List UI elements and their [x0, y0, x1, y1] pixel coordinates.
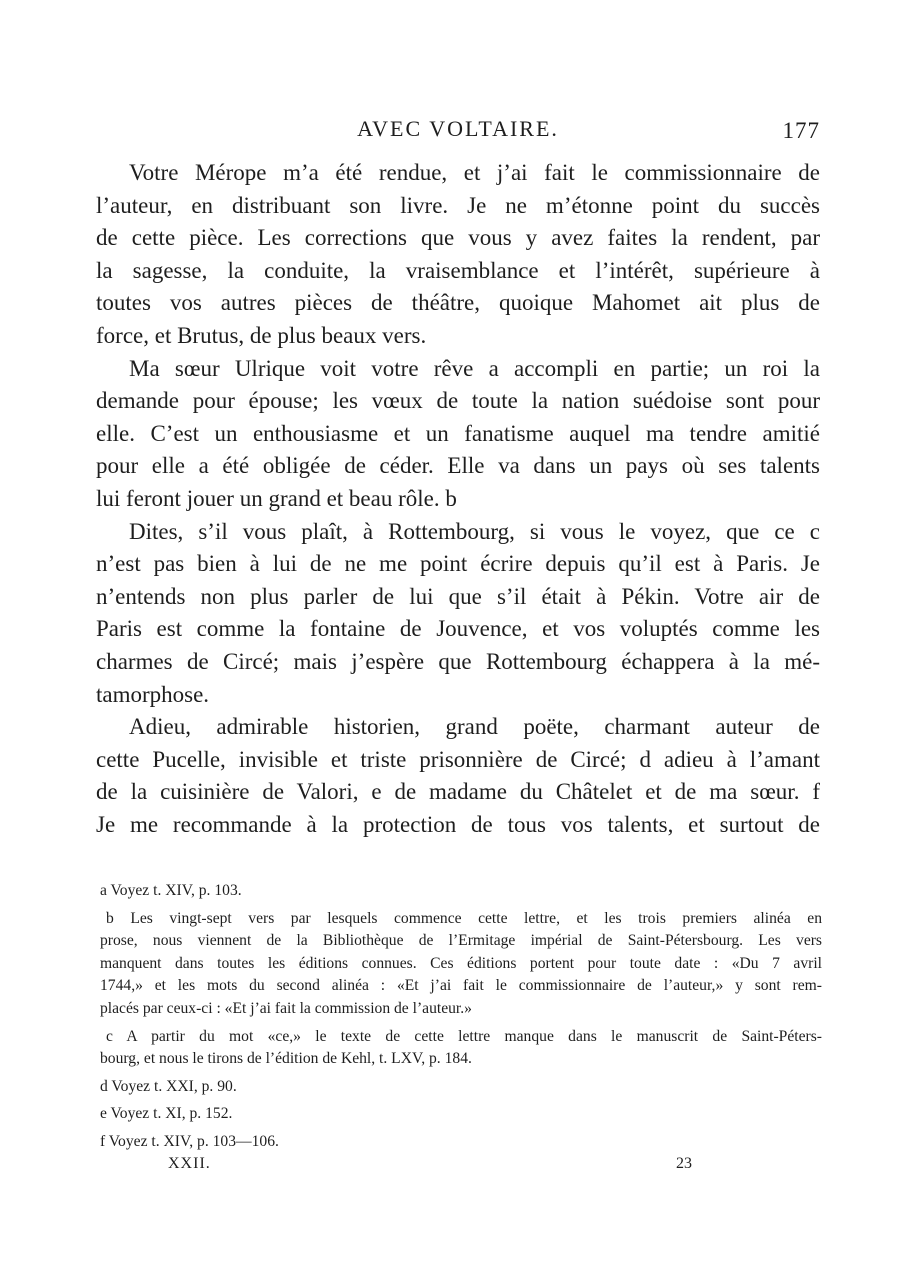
- text-line: n’est pas bien à lui de ne me point écrire depuis qu’il est à Paris. Je: [96, 551, 820, 577]
- footnote: [100, 1076, 822, 1099]
- page-number: 177: [782, 118, 820, 143]
- footnote-line: e Voyez t. XI, p. 152.: [100, 1105, 233, 1123]
- footnote: [100, 880, 822, 903]
- footnote: [100, 1026, 822, 1071]
- footnote-line: placés par ceux-ci : «Et j’ai fait la commission de l’auteur.»: [100, 999, 472, 1017]
- footnote-line: prose, nous viennent de la Bibliothèque de l’Ermitage impérial de Saint-Pétersbourg. Les vers: [100, 932, 822, 950]
- page-header: [96, 116, 820, 146]
- footnote: [100, 1131, 822, 1154]
- paragraph: [96, 711, 820, 841]
- footnote-line: f Voyez t. XIV, p. 103—106.: [100, 1132, 279, 1150]
- paragraph: [96, 157, 820, 353]
- text-line: l’auteur, en distribuant son livre. Je ne m’étonne point du succès: [96, 192, 820, 218]
- text-line: lui feront jouer un grand et beau rôle. b: [96, 485, 457, 511]
- text-line: Adieu, admirable historien, grand poëte, charmant auteur de: [129, 714, 820, 740]
- text-line: pour elle a été obligée de céder. Elle va dans un pays où ses talents: [96, 453, 820, 479]
- text-line: charmes de Circé; mais j’espère que Rottembourg échappera à la mé-: [96, 648, 820, 674]
- footnote: [100, 1103, 822, 1126]
- footnote-line: a Voyez t. XIV, p. 103.: [100, 882, 242, 899]
- footnote-line: manquent dans toutes les éditions connues. Ces éditions portent pour toute date : «Du 7 avril: [100, 954, 822, 972]
- text-line: Votre Mérope m’a été rendue, et j’ai fait le commissionnaire de: [129, 160, 820, 185]
- footnotes: [100, 880, 822, 1159]
- running-title: AVEC VOLTAIRE.: [357, 116, 559, 141]
- text-line: de cette pièce. Les corrections que vous y avez faites la rendent, par: [96, 225, 820, 251]
- text-line: n’entends non plus parler de lui que s’il était à Pékin. Votre air de: [96, 583, 820, 609]
- text-line: Ma sœur Ulrique voit votre rêve a accompli en partie; un roi la: [129, 355, 820, 381]
- letter-body: [96, 157, 820, 841]
- text-line: force, et Brutus, de plus beaux vers.: [96, 322, 427, 348]
- footnote-line: c A partir du mot «ce,» le texte de cette lettre manque dans le manuscrit de Saint-Péters-: [106, 1027, 822, 1045]
- sheet-signature: 23: [676, 1155, 692, 1172]
- text-line: Je me recommande à la protection de tous vos talents, et surtout de: [96, 811, 820, 837]
- footnote: [100, 908, 822, 1021]
- text-line: tamorphose.: [96, 681, 210, 707]
- text-line: Paris est comme la fontaine de Jouvence, et vos voluptés comme les: [96, 616, 820, 642]
- text-line: de la cuisinière de Valori, e de madame du Châtelet et de ma sœur. f: [96, 779, 820, 805]
- text-line: demande pour épouse; les vœux de toute la nation suédoise sont pour: [96, 388, 820, 414]
- text-line: cette Pucelle, invisible et triste prisonnière de Circé; d adieu à l’amant: [96, 746, 820, 772]
- text-line: la sagesse, la conduite, la vraisemblance et l’intérêt, supérieure à: [96, 257, 820, 283]
- volume-signature: XXII.: [168, 1155, 211, 1172]
- footnote-line: d Voyez t. XXI, p. 90.: [100, 1077, 237, 1095]
- text-line: elle. C’est un enthousiasme et un fanatisme auquel ma tendre amitié: [96, 420, 820, 446]
- footnote-line: bourg, et nous le tirons de l’édition de Kehl, t. LXV, p. 184.: [100, 1050, 472, 1068]
- text-line: toutes vos autres pièces de théâtre, quoique Mahomet ait plus de: [96, 290, 820, 316]
- footnote-line: 1744,» et les mots du second alinéa : «Et j’ai fait le commissionnaire de l’auteur,» y sont rem-: [100, 977, 822, 995]
- text-line: Dites, s’il vous plaît, à Rottembourg, si vous le voyez, que ce c: [129, 518, 820, 544]
- footnote-line: b Les vingt-sept vers par lesquels commence cette lettre, et les trois premiers alinéa en: [106, 909, 822, 927]
- paragraph: [96, 516, 820, 712]
- paragraph: [96, 353, 820, 516]
